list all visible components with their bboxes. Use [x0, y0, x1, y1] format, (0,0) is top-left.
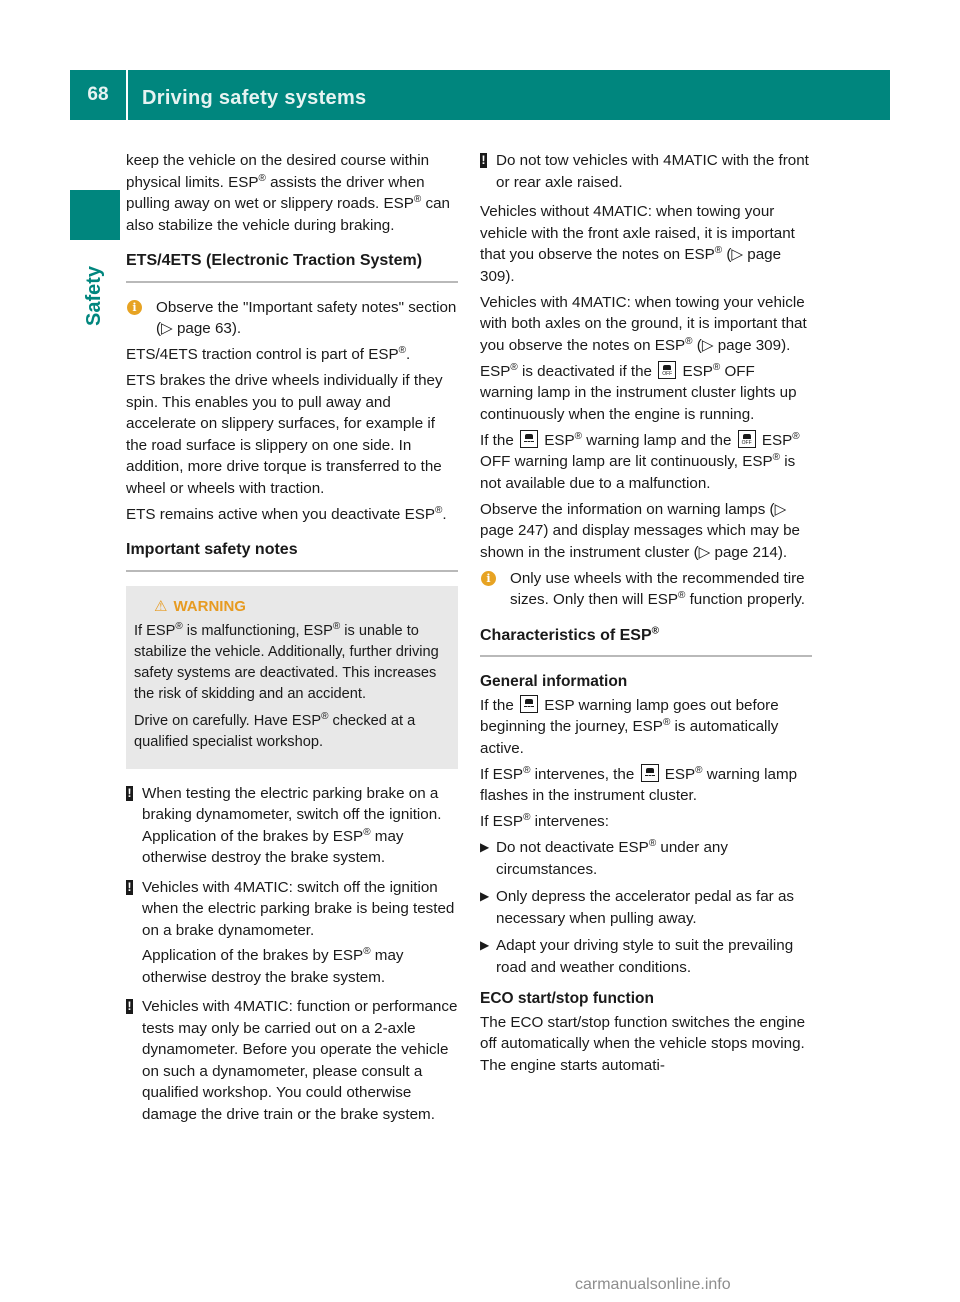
ets-paragraph-2: ETS brakes the drive wheels individually if they spin. This enables you to pull away and accelerate on slippery surfaces, for example if the road surface is slippery on one side. In addition, more drive torque is transferred to the wheel or wheels with traction.	[126, 372, 443, 497]
warning-box	[126, 586, 458, 769]
header-divider	[126, 70, 128, 120]
esp-off-lamp-icon	[738, 430, 756, 448]
warning-triangle-icon: ⚠	[154, 597, 168, 615]
exclamation-icon: !	[127, 785, 132, 800]
step-item: ▶ Do not deactivate ESP® under any circumstances.	[480, 837, 728, 878]
wheels-info-note: i Only use wheels with the recommended tire sizes. Only then will ESP® function properly.	[480, 568, 812, 611]
section-title: Driving safety systems	[142, 87, 367, 109]
arrow-right-icon: ▶	[480, 840, 490, 854]
exclamation-icon: !	[127, 879, 132, 894]
esp-off-lamp-icon	[658, 361, 676, 379]
side-tab-label: Safety	[83, 265, 105, 326]
tow-paragraph-2: Vehicles with 4MATIC: when towing your vehicle with both axles on the ground, it is important that you observe the notes on ESP® (▷ page 309).	[480, 293, 807, 354]
general-paragraph-1: If the ESP warning lamp goes out before beginning the journey, ESP® is automatically active.	[480, 696, 779, 757]
general-paragraph-2: If ESP® intervenes, the ESP® warning lamp flashes in the instrument cluster.	[480, 764, 798, 804]
exclamation-icon: !	[127, 999, 132, 1013]
ets-heading: ETS/4ETS (Electronic Traction System)	[126, 250, 458, 283]
esp-lamp-icon	[520, 695, 538, 713]
deactivated-paragraph: ESP® is deactivated if the OFF ESP® OFF warning lamp in the instrument cluster lights up continuously when the engine is running.	[480, 361, 812, 426]
info-icon: i	[481, 571, 496, 586]
esp-lamp-icon	[520, 430, 538, 448]
info-icon: i	[127, 300, 142, 315]
note-4matic-ignition: ! Vehicles with 4MATIC: switch off the ignition when the electric parking brake is being tested on a brake dynamometer. Application of the brakes by ESP® may otherwise destroy the brake system.	[127, 878, 455, 986]
exclamation-icon: !	[481, 153, 486, 167]
eco-paragraph: The ECO start/stop function switches the engine off automatically when the vehicle stops moving. The engine starts automati-	[480, 1013, 806, 1074]
warning-heading: ⚠ WARNING	[154, 597, 246, 615]
left-column	[126, 150, 458, 1133]
side-tab-block	[70, 190, 120, 240]
ets-paragraph-1: ETS/4ETS traction control is part of ESP®.	[126, 344, 411, 363]
arrow-right-icon: ▶	[480, 938, 490, 952]
ets-info-note: i Observe the "Important safety notes" section (▷ page 63).	[126, 297, 458, 340]
right-column	[480, 150, 812, 1081]
warning-paragraph-2: Drive on carefully. Have ESP® checked at a qualified specialist workshop.	[134, 710, 416, 750]
note-4matic-dynamometer: ! Vehicles with 4MATIC: function or performance tests may only be carried out on a 2-axle dynamometer. Before you operate the vehicle on such a dynamometer, please consult a qualified workshop. You could otherwise damage the drive train or the brake system.	[127, 998, 458, 1123]
general-paragraph-3: If ESP® intervenes:	[480, 811, 609, 830]
ets-paragraph-3: ETS remains active when you deactivate ESP®.	[126, 504, 447, 523]
general-info-heading: General information	[480, 673, 628, 690]
observe-paragraph: Observe the information on warning lamps (▷ page 247) and display messages which may be shown in the instrument cluster (▷ page 214).	[480, 500, 800, 561]
note-tow: ! Do not tow vehicles with 4MATIC with the front or rear axle raised.	[481, 152, 809, 191]
intro-paragraph: keep the vehicle on the desired course within physical limits. ESP® assists the driver when pulling away on wet or slippery roads. ESP® can also stabilize the vehicle during braking.	[126, 152, 450, 234]
esp-lamp-icon	[641, 764, 659, 782]
arrow-right-icon: ▶	[480, 889, 490, 903]
page-number: 68	[87, 84, 109, 105]
note-parking-brake: ! When testing the electric parking brake on a braking dynamometer, switch off the ignition. Application of the brakes by ESP® may otherwise destroy the brake system.	[127, 784, 442, 866]
warning-paragraph-1: If ESP® is malfunctioning, ESP® is unable to stabilize the vehicle. Additionally, further driving safety systems are deactivated. This increases the risk of skidding and an accident.	[134, 620, 439, 702]
watermark: carmanualsonline.info	[575, 1276, 731, 1293]
eco-heading: ECO start/stop function	[480, 990, 654, 1007]
lamps-paragraph: If the ESP® warning lamp and the OFF ESP® OFF warning lamp are lit continuously, ESP® is not available due to a malfunction.	[480, 430, 812, 495]
safety-notes-heading: Important safety notes	[126, 539, 458, 572]
esp-characteristics-heading: Characteristics of ESP®	[480, 625, 812, 658]
page-header	[70, 70, 890, 120]
step-item: ▶ Adapt your driving style to suit the prevailing road and weather conditions.	[480, 937, 794, 976]
tow-paragraph-1: Vehicles without 4MATIC: when towing your vehicle with the front axle raised, it is important that you observe the notes on ESP® (▷ page 309).	[480, 203, 795, 285]
step-item: ▶ Only depress the accelerator pedal as far as necessary when pulling away.	[480, 888, 795, 927]
